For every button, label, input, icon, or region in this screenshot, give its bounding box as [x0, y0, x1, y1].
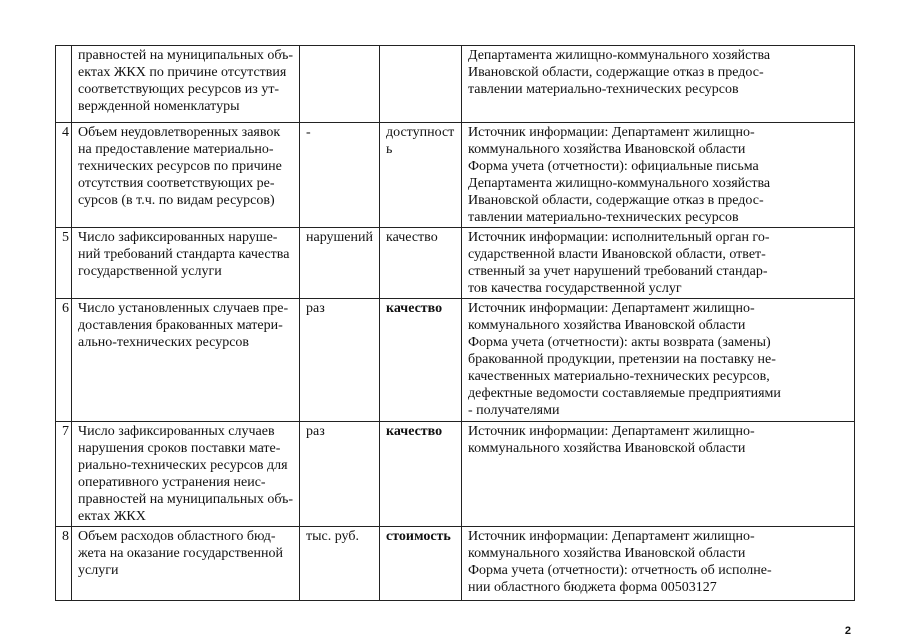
indicator-type: качество: [380, 228, 462, 299]
information-source-line: Ивановской области, содержащие отказ в предос-: [468, 65, 764, 80]
indicator-name-line: вержденной номенклатуры: [78, 99, 240, 114]
indicators-table: [55, 45, 855, 601]
indicator-name-line: ально-технических ресурсов: [78, 335, 250, 350]
information-source-line: Источник информации: Департамент жилищно-: [468, 301, 755, 316]
indicator-name-line: на предоставление материально-: [78, 142, 274, 157]
indicator-name-line: нарушения сроков поставки мате-: [78, 441, 281, 456]
unit-of-measure: раз: [300, 299, 380, 422]
table-row: [56, 422, 855, 527]
indicator-name-line: технических ресурсов по причине: [78, 159, 282, 174]
information-source-line: дефектные ведомости составляемые предприятиями: [468, 386, 781, 401]
indicators-table-body: [56, 46, 855, 601]
information-source-line: коммунального хозяйства Ивановской области: [468, 441, 746, 456]
indicator-name-line: государственной услуги: [78, 264, 222, 279]
unit-of-measure: нарушений: [300, 228, 380, 299]
indicator-name: [72, 527, 300, 601]
indicator-name-line: Объем неудовлетворенных заявок: [78, 125, 281, 140]
information-source-line: Источник информации: Департамент жилищно-: [468, 424, 755, 439]
information-source-line: Источник информации: Департамент жилищно-: [468, 529, 755, 544]
information-source-line: сударственной власти Ивановской области, ответ-: [468, 247, 766, 262]
indicator-name-line: ектах ЖКХ: [78, 509, 146, 524]
information-source-line: Ивановской области, содержащие отказ в предос-: [468, 193, 764, 208]
indicator-name-line: Число зафиксированных случаев: [78, 424, 275, 439]
indicator-name: [72, 422, 300, 527]
row-number: 4: [56, 123, 72, 228]
page-number: 2: [844, 625, 851, 637]
table-row: [56, 46, 855, 123]
unit-of-measure: тыс. руб.: [300, 527, 380, 601]
information-source-line: ственный за учет нарушений требований стандар-: [468, 264, 768, 279]
indicator-type: качество: [380, 299, 462, 422]
indicator-name: [72, 299, 300, 422]
information-source-line: Департамента жилищно-коммунального хозяйства: [468, 176, 771, 191]
indicator-name: [72, 123, 300, 228]
indicator-name: [72, 46, 300, 123]
information-source-line: Форма учета (отчетности): отчетность об исполне-: [468, 563, 772, 578]
indicator-name-line: Число зафиксированных наруше-: [78, 230, 278, 245]
information-source: [462, 299, 855, 422]
table-row: [56, 527, 855, 601]
information-source-line: коммунального хозяйства Ивановской области: [468, 142, 746, 157]
row-number: 8: [56, 527, 72, 601]
indicator-name-line: доставления бракованных матери-: [78, 318, 283, 333]
information-source-line: Форма учета (отчетности): акты возврата (замены): [468, 335, 771, 350]
indicator-name-line: ектах ЖКХ по причине отсутствия: [78, 65, 287, 80]
indicator-name-line: услуги: [78, 563, 119, 578]
information-source: [462, 422, 855, 527]
information-source: [462, 228, 855, 299]
indicator-name-line: Число установленных случаев пре-: [78, 301, 289, 316]
information-source-line: тавлении материально-технических ресурсов: [468, 210, 739, 225]
indicator-name-line: риально-технических ресурсов для: [78, 458, 288, 473]
table-row: [56, 123, 855, 228]
information-source-line: тов качества государственной услуг: [468, 281, 682, 296]
indicator-name-line: Объем расходов областного бюд-: [78, 529, 276, 544]
information-source-line: нии областного бюджета форма 00503127: [468, 580, 717, 595]
information-source-line: - получателями: [468, 403, 560, 418]
information-source-line: коммунального хозяйства Ивановской области: [468, 546, 746, 561]
information-source-line: Департамента жилищно-коммунального хозяйства: [468, 48, 771, 63]
row-number: 5: [56, 228, 72, 299]
information-source-line: тавлении материально-технических ресурсов: [468, 82, 739, 97]
unit-of-measure: раз: [300, 422, 380, 527]
information-source: [462, 527, 855, 601]
indicator-name-line: ний требований стандарта качества: [78, 247, 290, 262]
information-source-line: Источник информации: Департамент жилищно-: [468, 125, 755, 140]
row-number: 7: [56, 422, 72, 527]
indicator-name-line: сурсов (в т.ч. по видам ресурсов): [78, 193, 275, 208]
indicator-name: [72, 228, 300, 299]
information-source-line: качественных материально-технических ресурсов,: [468, 369, 770, 384]
indicator-name-line: правностей на муниципальных объ-: [78, 492, 294, 507]
information-source: [462, 46, 855, 123]
indicator-name-line: жета на оказание государственной: [78, 546, 283, 561]
indicator-type: доступность: [380, 123, 462, 228]
indicator-type: качество: [380, 422, 462, 527]
indicator-type: [380, 46, 462, 123]
unit-of-measure: [300, 46, 380, 123]
row-number: [56, 46, 72, 123]
table-row: [56, 299, 855, 422]
table-row: [56, 228, 855, 299]
unit-of-measure: -: [300, 123, 380, 228]
row-number: 6: [56, 299, 72, 422]
information-source-line: бракованной продукции, претензии на поставку не-: [468, 352, 776, 367]
indicator-name-line: соответствующих ресурсов из ут-: [78, 82, 280, 97]
information-source: [462, 123, 855, 228]
information-source-line: Форма учета (отчетности): официальные письма: [468, 159, 759, 174]
indicator-name-line: отсутствия соответствующих ре-: [78, 176, 275, 191]
information-source-line: коммунального хозяйства Ивановской области: [468, 318, 746, 333]
information-source-line: Источник информации: исполнительный орган го-: [468, 230, 770, 245]
indicator-name-line: правностей на муниципальных объ-: [78, 48, 294, 63]
indicator-name-line: оперативного устранения неис-: [78, 475, 266, 490]
indicator-type: стоимость: [380, 527, 462, 601]
